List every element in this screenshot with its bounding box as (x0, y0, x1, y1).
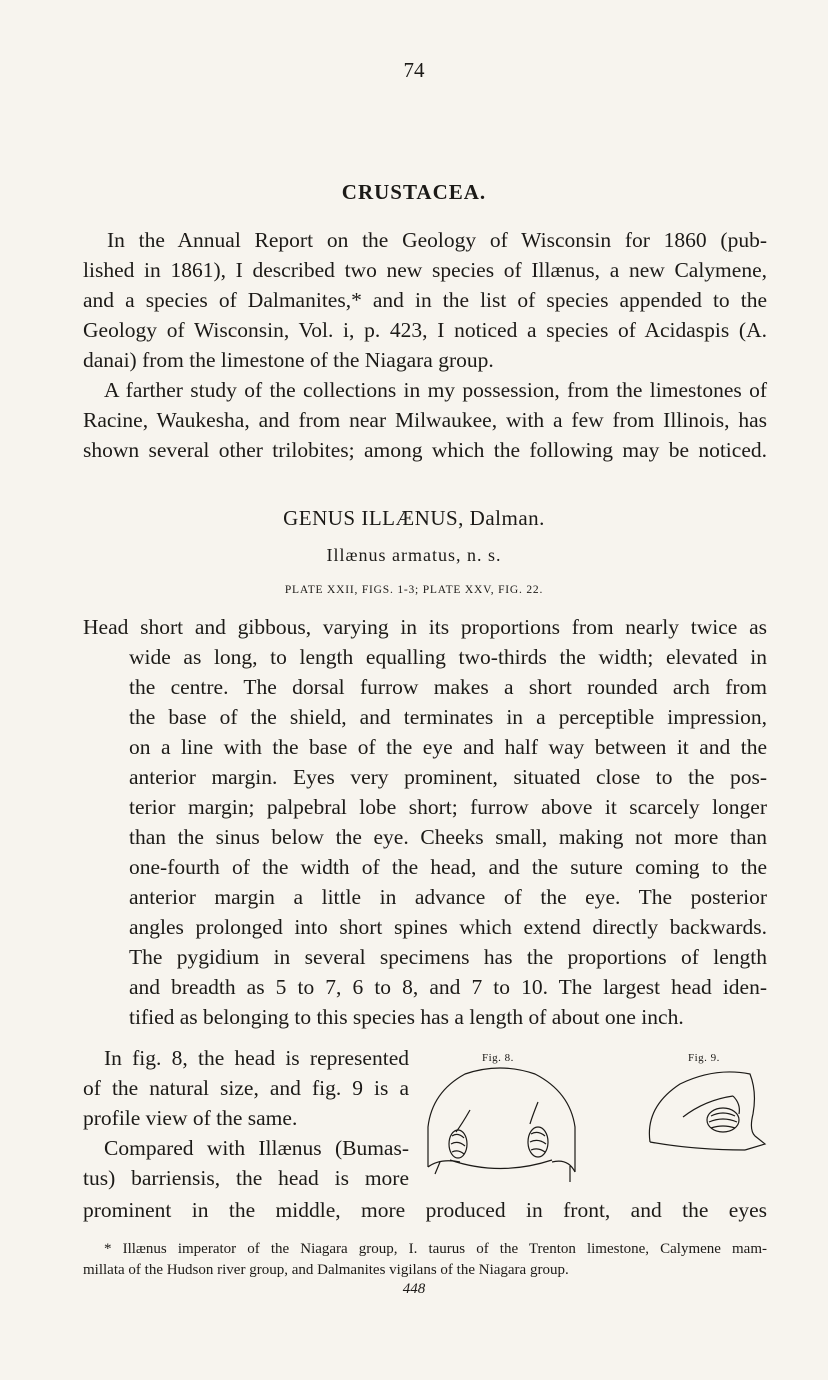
footnote-line-1: * Illænus imperator of the Niagara group, I. taurus of the Trenton limestone, Calymene mam- (104, 1241, 767, 1257)
description-line-11: angles prolonged into short spines which extend directly backwards. (129, 915, 767, 939)
description-line-5: on a line with the base of the eye and half way between it and the (129, 735, 767, 759)
figure-text-line-4: Compared with Illænus (Bumas- (104, 1136, 409, 1160)
handwritten-signature: 448 (402, 1281, 426, 1297)
description-line-10: anterior margin a little in advance of the eye. The posterior (129, 885, 767, 909)
figure-text-line-2: of the natural size, and fig. 9 is a (83, 1076, 409, 1100)
description-line-3: the centre. The dorsal furrow makes a short rounded arch from (129, 675, 767, 699)
description-line-9: one-fourth of the width of the head, and the suture coming to the (129, 855, 767, 879)
description-line-4: the base of the shield, and terminates in a perceptible impression, (129, 705, 767, 729)
intro-line-2: lished in 1861), I described two new species of Illænus, a new Calymene, (83, 258, 767, 282)
footnote-line-2: millata of the Hudson river group, and Dalmanites vigilans of the Niagara group. (83, 1262, 569, 1278)
description-line-6: anterior margin. Eyes very prominent, situated close to the pos- (129, 765, 767, 789)
trilobite-head-front-view-icon (420, 1062, 585, 1187)
intro-line-4: Geology of Wisconsin, Vol. i, p. 423, I noticed a species of Acidaspis (A. (83, 318, 767, 342)
figure-text-line-1: In fig. 8, the head is represented (104, 1046, 409, 1070)
intro-line-1: In the Annual Report on the Geology of Wisconsin for 1860 (pub- (107, 228, 767, 252)
description-line-2: wide as long, to length equalling two-thirds the width; elevated in (129, 645, 767, 669)
description-line-13: and breadth as 5 to 7, 6 to 8, and 7 to 10. The largest head iden- (129, 975, 767, 999)
intro-line-6: A farther study of the collections in my possession, from the limestones of (104, 378, 767, 402)
description-line-1: Head short and gibbous, varying in its proportions from nearly twice as (83, 615, 767, 639)
section-title: CRUSTACEA. (341, 180, 487, 204)
description-line-14: tified as belonging to this species has a length of about one inch. (129, 1005, 684, 1029)
closing-line: prominent in the middle, more produced in front, and the eyes (83, 1198, 767, 1222)
plate-reference: PLATE XXII, FIGS. 1-3; PLATE XXV, FIG. 22. (284, 584, 544, 596)
description-line-12: The pygidium in several specimens has the proportions of length (129, 945, 767, 969)
figure-text-line-5: tus) barriensis, the head is more (83, 1166, 409, 1190)
fig-8-label: Fig. 8. (482, 1052, 514, 1064)
intro-line-5: danai) from the limestone of the Niagara group. (83, 348, 494, 372)
intro-line-3: and a species of Dalmanites,* and in the list of species appended to the (83, 288, 767, 312)
species-heading: Illænus armatus, n. s. (326, 545, 502, 565)
intro-line-7: Racine, Waukesha, and from near Milwaukee, with a few from Illinois, has (83, 408, 767, 432)
trilobite-head-profile-view-icon (645, 1062, 770, 1157)
figure-text-line-3: profile view of the same. (83, 1106, 298, 1130)
description-line-7: terior margin; palpebral lobe short; furrow above it scarcely longer (129, 795, 767, 819)
description-line-8: than the sinus below the eye. Cheeks small, making not more than (129, 825, 767, 849)
fig-9-label: Fig. 9. (688, 1052, 720, 1064)
page-number: 74 (403, 58, 425, 82)
genus-heading: GENUS ILLÆNUS, Dalman. (283, 506, 545, 530)
intro-line-8: shown several other trilobites; among which the following may be noticed. (83, 438, 767, 462)
